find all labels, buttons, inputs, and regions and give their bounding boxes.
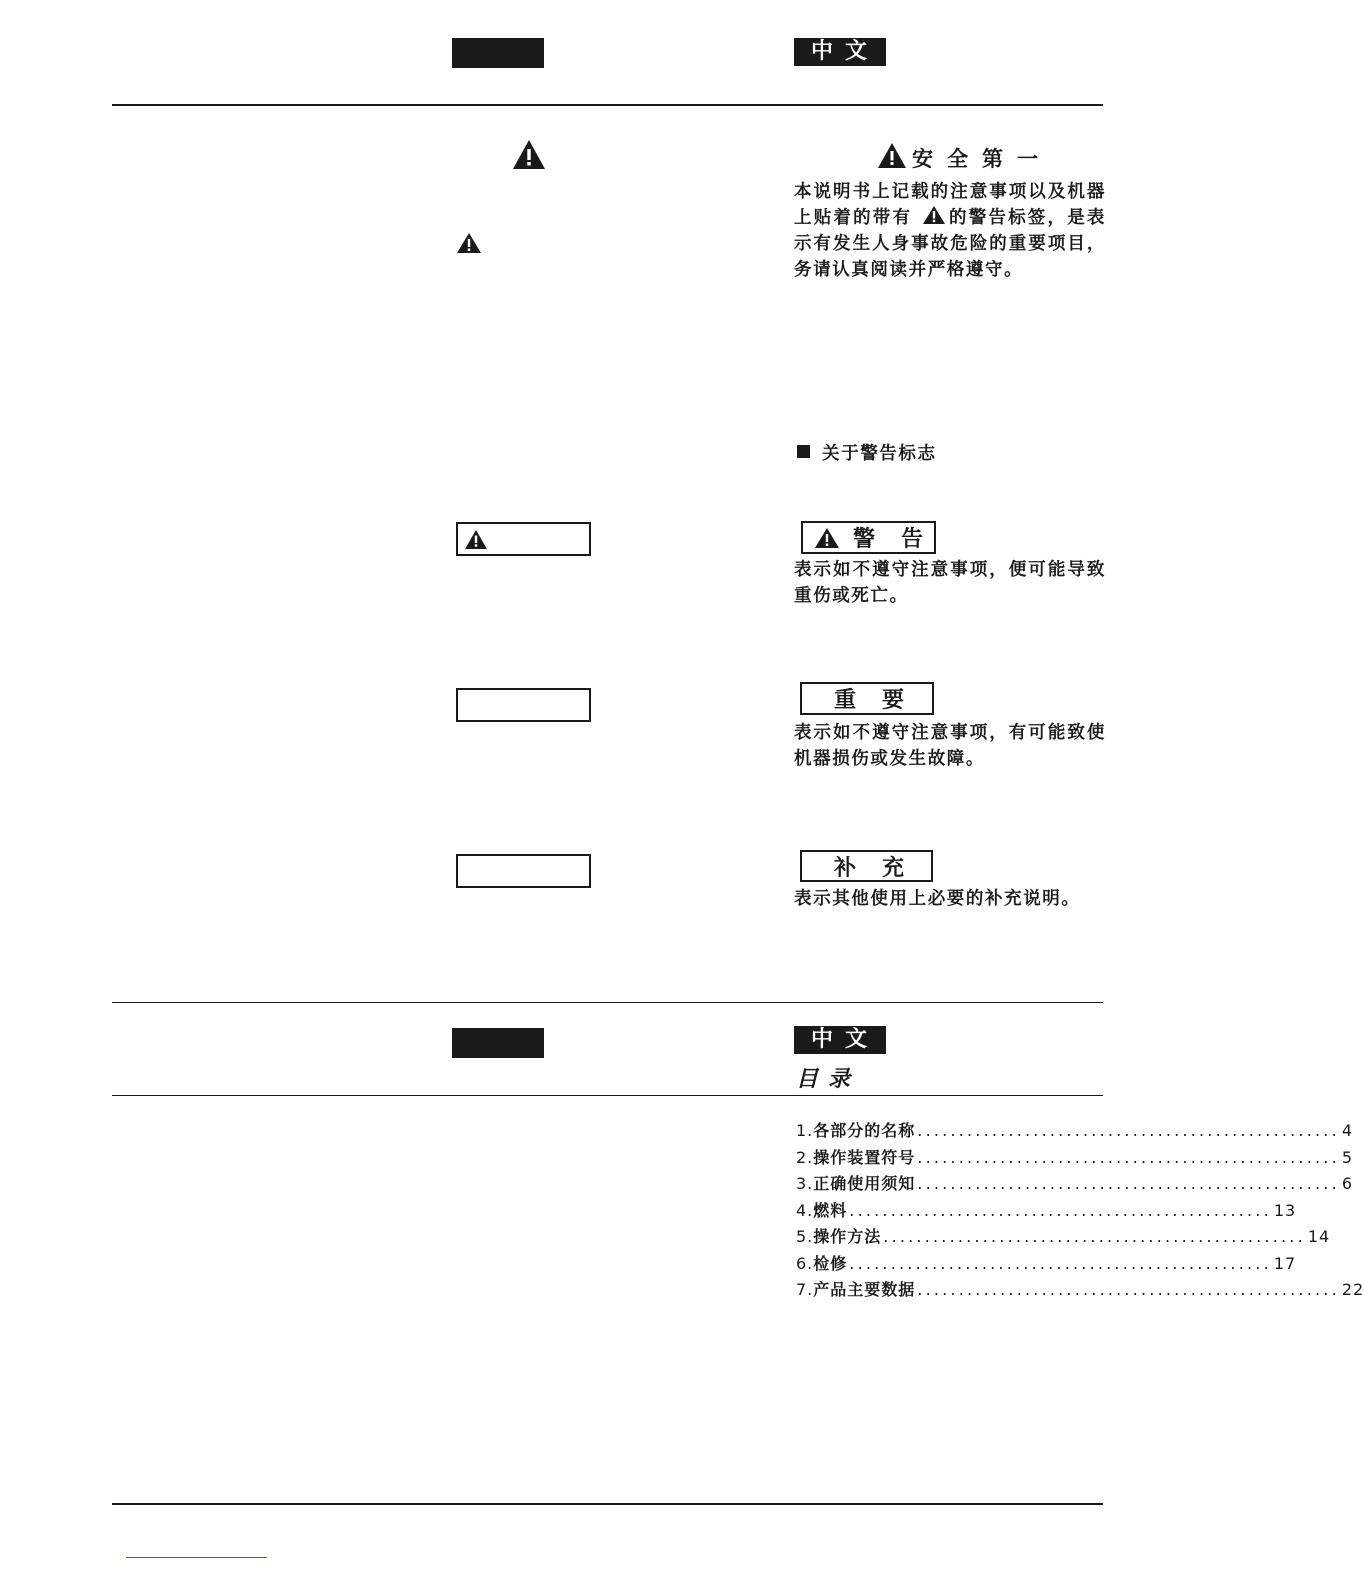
toc-item[interactable] <box>796 1224 1331 1251</box>
toc-page: 4 <box>1341 1121 1354 1140</box>
supplement-label-box <box>800 850 933 882</box>
blank-warning-label-box <box>456 522 591 556</box>
toc-leader-dots: ................................................... <box>917 1174 1340 1193</box>
square-bullet-icon <box>797 445 810 458</box>
important-label-box <box>800 682 934 715</box>
toc-label: 正确使用须知 <box>813 1174 916 1193</box>
toc-item[interactable] <box>796 1251 1297 1278</box>
toc-page: 14 <box>1307 1227 1331 1246</box>
toc-leader-dots: ................................................... <box>849 1200 1272 1220</box>
toc-number: 4. <box>796 1200 814 1220</box>
warning-triangle-icon <box>512 139 546 170</box>
toc-leader-dots: ................................................... <box>849 1253 1272 1273</box>
important-label-text: 重要 <box>834 688 931 713</box>
toc-leader-dots: ................................................... <box>917 1121 1340 1140</box>
toc-number: 3. <box>796 1174 814 1193</box>
toc-item[interactable] <box>796 1171 1354 1198</box>
toc-label: 各部分的名称 <box>813 1121 916 1140</box>
safety-paragraph <box>794 179 1106 283</box>
toc-item[interactable] <box>796 1118 1354 1145</box>
toc-label: 产品主要数据 <box>813 1280 916 1299</box>
blank-language-badge-left <box>452 38 544 68</box>
blank-supplement-label-box <box>456 854 591 888</box>
safety-text-continued: 的警告标签，是表示有发生人身事故危险的重要项目，务请认真阅读并严格遵守。 <box>794 208 1106 280</box>
warning-triangle-icon <box>456 232 482 254</box>
page-bottom-rule <box>112 1002 1103 1003</box>
toc-title: 目录 <box>796 1067 861 1092</box>
language-badge-chinese: 中文 <box>794 1026 886 1054</box>
link-underline[interactable] <box>126 1557 267 1558</box>
warning-label-text: 警告 <box>853 527 950 552</box>
blank-important-label-box <box>456 688 591 722</box>
toc-page: 22 <box>1341 1280 1364 1299</box>
toc-page: 6 <box>1341 1174 1354 1193</box>
toc-leader-dots: ................................................... <box>917 1147 1340 1167</box>
warning-description: 表示如不遵守注意事项，便可能导致重伤或死亡。 <box>794 560 1106 606</box>
toc-item[interactable] <box>796 1145 1354 1172</box>
toc-label: 操作装置符号 <box>813 1147 916 1167</box>
toc-number: 7. <box>796 1280 814 1299</box>
supplement-label-text: 补充 <box>834 855 931 881</box>
toc-number: 1. <box>796 1121 814 1140</box>
toc-label: 检修 <box>813 1253 848 1273</box>
warning-triangle-icon <box>814 527 840 549</box>
toc-number: 5. <box>796 1227 814 1246</box>
toc-leader-dots: ................................................... <box>883 1227 1306 1246</box>
toc-page: 17 <box>1273 1253 1297 1273</box>
table-of-contents <box>796 1118 1364 1304</box>
language-badge-chinese: 中文 <box>794 38 886 66</box>
warning-marks-title: 关于警告标志 <box>822 444 937 464</box>
toc-label: 操作方法 <box>813 1227 882 1246</box>
header-rule <box>112 1095 1103 1096</box>
toc-number: 2. <box>796 1147 814 1167</box>
header-rule <box>112 104 1103 106</box>
warning-triangle-icon <box>877 142 907 169</box>
supplement-description: 表示其他使用上必要的补充说明。 <box>794 889 1081 909</box>
important-description: 表示如不遵守注意事项，有可能致使机器损伤或发生故障。 <box>794 723 1106 769</box>
page-bottom-rule <box>112 1503 1103 1505</box>
safety-text: 本说明书上记载的注意事项以及机器上贴着的带有 <box>794 182 1106 228</box>
toc-item[interactable] <box>796 1277 1364 1304</box>
toc-page: 13 <box>1273 1200 1297 1220</box>
toc-item[interactable] <box>796 1198 1297 1225</box>
toc-page: 5 <box>1341 1147 1354 1167</box>
safety-first-heading: 安全第一 <box>912 147 1052 171</box>
toc-number: 6. <box>796 1253 814 1273</box>
toc-leader-dots: ................................................... <box>917 1280 1340 1299</box>
warning-triangle-icon <box>922 205 946 225</box>
warning-label-box <box>801 521 950 554</box>
blank-language-badge-left <box>452 1028 544 1058</box>
toc-label: 燃料 <box>813 1200 848 1220</box>
warning-triangle-icon <box>464 529 488 550</box>
